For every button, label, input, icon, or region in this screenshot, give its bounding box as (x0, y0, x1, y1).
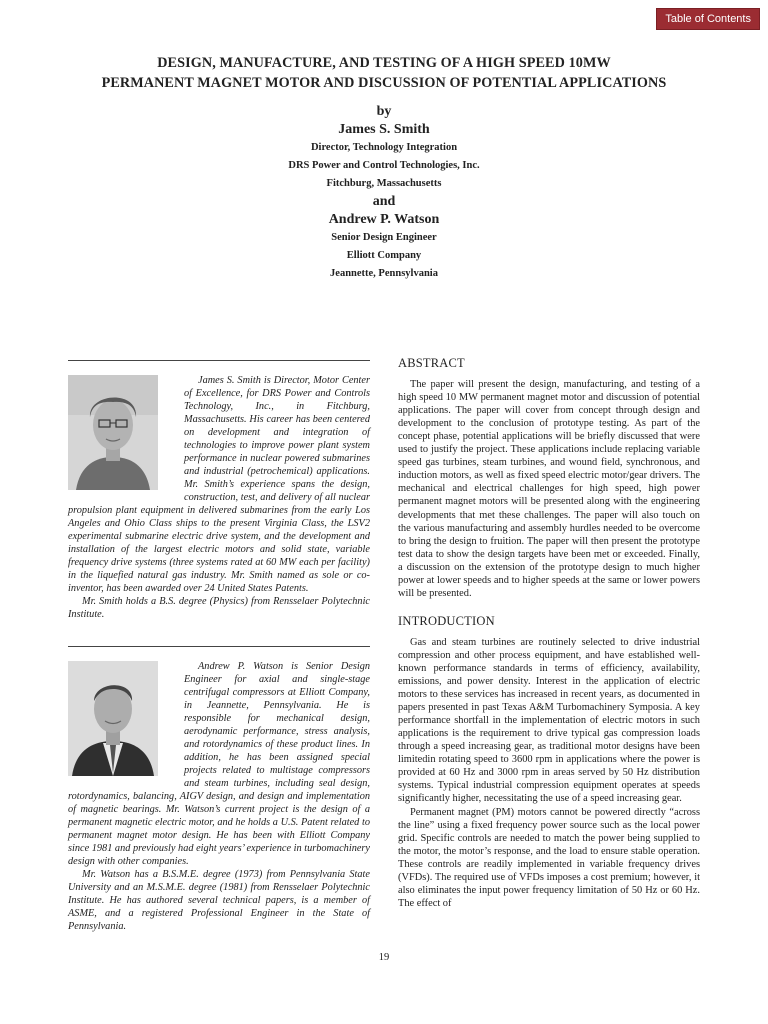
title-line-1: DESIGN, MANUFACTURE, AND TESTING OF A HIGH SPEED 10MW (157, 55, 611, 71)
bio2-paragraph-2: Mr. Watson has a B.S.M.E. degree (1973) from Pennsylvania State University and an M.S.M.E. degree (1981) from Rensselaer Polytechnic Institute. He has authored several technical papers, is a member of ASME, and a registered Professional Engineer in the State of Pennsylvania. (68, 869, 370, 932)
introduction-paragraph-2: Permanent magnet (PM) motors cannot be powered directly “across the line” using a fixed frequency power source such as the local power grid. Specific controls are needed to match the power being supplied to the motor, the motor’s response, and the load to ensure stable operation. These controls are readily implemented in variable frequency drives (VFDs). The required use of VFDs imposes a cost premium; however, it also eliminates the input power frequency limitation of 50 Hz or 60 Hz. The effect of (398, 806, 700, 909)
table-of-contents-button[interactable]: Table of Contents (656, 8, 760, 30)
author2-location: Jeannette, Pennsylvania (330, 268, 438, 279)
author-block (40, 103, 728, 283)
page-number: 19 (378, 952, 390, 963)
introduction-heading: INTRODUCTION (398, 613, 495, 628)
right-column (398, 357, 700, 910)
bio1-divider (68, 360, 370, 361)
paper-title (40, 53, 728, 93)
abstract-heading: ABSTRACT (398, 356, 465, 370)
bio2-divider (68, 646, 370, 647)
author2-name: Andrew P. Watson (328, 212, 440, 227)
bio2-paragraph-1: Andrew P. Watson is Senior Design Engineer for axial and single-stage centrifugal compressors at Elliott Company, in Jeannette, Pennsylvania. He is responsible for mechanical design, aerodynamic performance, stress analysis, and rotordynamics of these product lines. In addition, he has been assigned special projects related to multistage compressors and steam turbines, including seal design, rotordynamics, balancing, AIGV design, and design and implementation of magnetic bearings. Mr. Watson’s current project is the design of a permanent magnetic electric motor, and he holds a U.S. Patent related to permanent magnet motor design. He has been with Elliott Company since 1981 and previously had eight years’ experience in turbomachinery design with other companies. (68, 661, 370, 867)
author2-bio (68, 660, 370, 933)
author1-company: DRS Power and Control Technologies, Inc. (288, 160, 480, 171)
author2-company: Elliott Company (346, 250, 422, 261)
bio1-paragraph-2: Mr. Smith holds a B.S. degree (Physics) from Rensselaer Polytechnic Institute. (68, 596, 370, 620)
and-label: and (372, 194, 396, 209)
author1-name: James S. Smith (338, 122, 430, 137)
abstract-text: The paper will present the design, manufacturing, and testing of a high speed 10 MW permanent magnet motor and discussion of potential applications. The paper will cover from concept through design and development to the conclusion of prototype testing. As part of the concept phase, potential applications will be briefly discussed that were used to justify the project. These applications include replacing variable speed gas turbines, steam turbines, and wound field, synchronous, and induction motors, as well as fixed speed electric motor/gear drivers. The mechanical and electrical challenges for high speed, high power permanent magnet motors will be presented along with the engineering developments that met these challenges. The paper will also touch on the various manufacturing and assembly hurdles needed to be overcome to bring the design to fruition. The paper will then present the prototype test data to show the design targets have been met or exceeded. Finally, a discussion on the extension of the prototype design to much higher power at lower speeds and to higher speeds at the same or lower powers will be presented. (398, 379, 700, 599)
title-line-2: PERMANENT MAGNET MOTOR AND DISCUSSION OF POTENTIAL APPLICATIONS (101, 75, 667, 91)
author1-position: Director, Technology Integration (310, 142, 458, 153)
bio1-paragraph-1: James S. Smith is Director, Motor Center of Excellence, for DRS Power and Controls Technology, Inc., in Fitchburg, Massachusetts. His career has been centered on development and integration of technologies to improve power plant system performance in nuclear powered submarines and industrial (petrochemical) applications. Mr. Smith’s experience spans the design, construction, test, and delivery of all nuclear propulsion plant equipment in delivered submarines from the early Los Angeles and Ohio Class ships to the present Virginia Class, the LSV2 experimental submarine electric drive system, and the development and installation of the largest electric motors and solid state, variable frequency drive systems (three systems rated at 60 MW each per facility) in the liquefied natural gas industry. Mr. Smith named as sole or co-inventor, has been awarded over 24 United States Patents. (68, 375, 370, 594)
introduction-paragraph-1: Gas and steam turbines are routinely selected to drive industrial compression and other process equipment, and have established well-known performance standards in terms of efficiency, availability, emissions, and power density. Interest in the application of electric motors to these services has increased in recent years, as documented in papers presented in past Texas A&M Turbomachinery Symposia. A key performance shortfall in the implementation of electric motors in such applications is the requirement to drive typical gas compression loads through a speed increasing gear, as traditional motor designs have been limitedin rotating speed to 3600 rpm in applications where the power is provided at 60 Hz and 3000 rpm in areas served by 50 Hz distribution systems. Typical industrial compression equipment operates at speeds significantly higher, necessitating the use of a speed increasing gear. (398, 636, 700, 805)
author1-bio (68, 374, 370, 621)
author1-location: Fitchburg, Massachusetts (326, 178, 442, 189)
by-label: by (376, 104, 392, 119)
author2-position: Senior Design Engineer (331, 232, 437, 243)
